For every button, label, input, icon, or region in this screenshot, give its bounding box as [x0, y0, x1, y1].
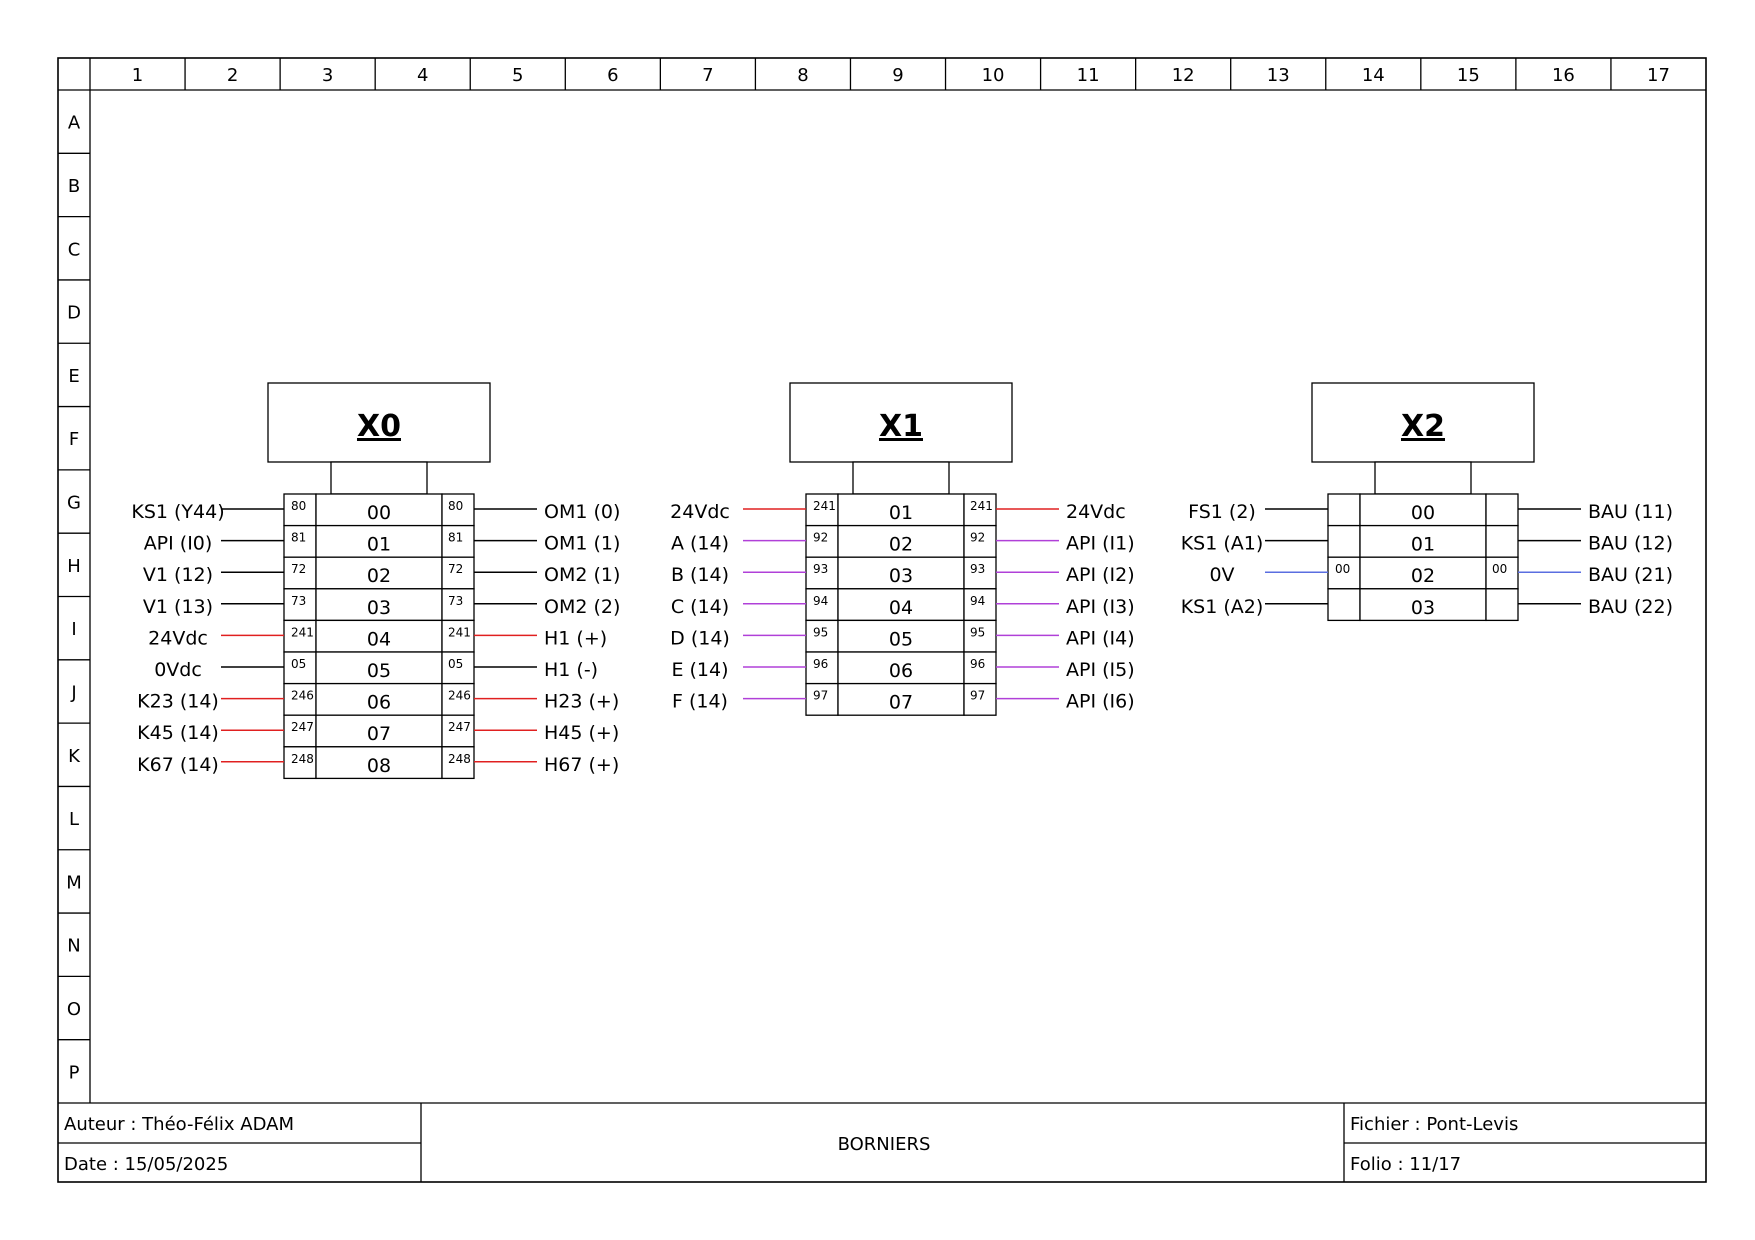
strip-connector-box: [331, 462, 427, 494]
column-label: 16: [1551, 65, 1575, 86]
right-wire-number-cell: [1486, 494, 1518, 526]
left-wire-number-cell: [1328, 526, 1360, 558]
right-wire-number: 247: [448, 720, 471, 735]
column-label: 1: [131, 65, 144, 86]
terminal-number: 07: [888, 691, 914, 714]
left-connection-label: V1 (13): [142, 595, 214, 618]
left-connection-label: API (I0): [143, 532, 213, 555]
right-connection-label: BAU (11): [1588, 501, 1673, 523]
right-wire-number: 241: [970, 499, 993, 513]
row-label: G: [67, 492, 81, 514]
right-connection-label: H45 (+): [544, 722, 620, 745]
row-label: N: [67, 935, 81, 957]
terminal-row: [671, 652, 1134, 684]
right-connection-label: BAU (21): [1588, 564, 1673, 587]
terminal-strip-x1: [670, 383, 1134, 715]
right-wire-number: 97: [970, 688, 986, 703]
column-label: 17: [1647, 65, 1670, 86]
right-connection-label: OM2 (1): [544, 564, 621, 587]
right-wire-number: 241: [448, 625, 471, 640]
row-label: F: [68, 429, 80, 451]
terminal-row: [143, 589, 620, 621]
left-connection-label: E (14): [671, 659, 729, 681]
terminal-number: 00: [366, 502, 392, 524]
right-wire-number: 96: [970, 657, 986, 671]
row-label: D: [67, 302, 81, 324]
right-connection-label: OM2 (2): [544, 595, 621, 618]
left-wire-number: 97: [813, 688, 829, 703]
left-wire-number-cell: [1328, 494, 1360, 526]
terminal-strip-x2: [1181, 383, 1673, 620]
terminal-row: [672, 684, 1135, 716]
drawing-title: BORNIERS: [837, 1134, 931, 1155]
right-connection-label: BAU (12): [1588, 532, 1673, 555]
title-block: [58, 1103, 1706, 1182]
left-wire-number: 248: [291, 751, 314, 766]
terminal-number: 05: [366, 660, 392, 682]
column-label: 11: [1076, 65, 1100, 86]
terminal-number: 04: [366, 628, 392, 651]
left-wire-number: 00: [1335, 562, 1351, 577]
column-label: 5: [512, 65, 524, 86]
file-text: Fichier : Pont-Levis: [1350, 1114, 1519, 1135]
column-label: 7: [702, 65, 714, 86]
row-label: K: [68, 745, 80, 767]
strip-title: X1: [878, 409, 924, 444]
row-label: E: [68, 365, 80, 387]
left-connection-label: K67 (14): [137, 753, 219, 776]
terminal-number: 01: [888, 502, 914, 524]
left-connection-label: 24Vdc: [148, 627, 208, 650]
left-connection-label: 24Vdc: [670, 501, 730, 523]
right-connection-label: API (I3): [1066, 595, 1135, 618]
date-text: Date : 15/05/2025: [64, 1154, 229, 1175]
left-wire-number: 241: [813, 499, 836, 513]
left-connection-label: FS1 (2): [1188, 501, 1256, 523]
terminal-row: [131, 494, 620, 526]
terminal-row: [671, 526, 1135, 558]
terminal-number: 08: [366, 754, 392, 777]
terminal-row: [671, 589, 1135, 621]
right-connection-label: H1 (+): [544, 627, 608, 650]
terminal-row: [1181, 589, 1673, 621]
left-wire-number: 81: [291, 530, 307, 545]
right-wire-number: 72: [448, 562, 464, 577]
left-wire-number: 247: [291, 720, 314, 735]
column-label: 6: [607, 65, 619, 86]
terminal-number: 04: [888, 596, 914, 619]
column-label: 3: [321, 65, 334, 86]
terminal-number: 02: [366, 565, 392, 588]
terminal-number: 00: [1410, 502, 1436, 524]
terminal-number: 03: [366, 596, 392, 619]
row-label: B: [67, 175, 81, 197]
terminal-row: [137, 715, 619, 747]
right-connection-label: 24Vdc: [1066, 501, 1126, 523]
column-label: 12: [1171, 65, 1195, 86]
left-wire-number: 72: [291, 562, 307, 577]
left-wire-number: 241: [291, 625, 314, 640]
column-label: 10: [981, 65, 1005, 86]
column-label: 14: [1361, 65, 1385, 86]
row-label: L: [68, 809, 80, 831]
left-wire-number-cell: [1328, 589, 1360, 621]
column-label: 4: [416, 65, 429, 86]
terminal-row: [154, 652, 598, 684]
right-wire-number: 94: [970, 593, 986, 608]
right-wire-number: 92: [970, 530, 986, 545]
strip-connector-box: [853, 462, 949, 494]
right-connection-label: H23 (+): [544, 690, 620, 713]
left-connection-label: KS1 (A1): [1180, 532, 1264, 555]
left-connection-label: V1 (12): [142, 564, 214, 587]
terminal-row: [137, 684, 619, 716]
terminal-strip-x0: [131, 383, 620, 778]
left-connection-label: B (14): [670, 564, 730, 587]
right-wire-number: 73: [448, 593, 464, 608]
column-ruler: [132, 58, 1670, 90]
terminal-number: 02: [1410, 565, 1436, 588]
right-connection-label: API (I6): [1066, 690, 1135, 713]
column-label: 15: [1456, 65, 1480, 86]
row-ruler: [58, 113, 90, 1084]
column-label: 9: [892, 65, 904, 86]
row-label: M: [66, 872, 82, 894]
left-connection-label: K23 (14): [137, 690, 219, 713]
strip-connector-box: [1375, 462, 1471, 494]
left-wire-number: 93: [813, 562, 829, 577]
right-connection-label: API (I4): [1066, 627, 1135, 650]
terminal-row: [1188, 494, 1673, 526]
right-wire-number: 05: [448, 657, 464, 671]
left-connection-label: K45 (14): [137, 722, 219, 745]
terminal-row: [137, 747, 619, 779]
right-wire-number-cell: [1486, 589, 1518, 621]
right-wire-number: 00: [1492, 562, 1508, 577]
left-wire-number: 95: [813, 625, 829, 640]
right-connection-label: API (I5): [1066, 659, 1135, 681]
left-connection-label: KS1 (A2): [1180, 595, 1264, 618]
right-connection-label: H67 (+): [544, 753, 620, 776]
left-wire-number: 92: [813, 530, 829, 545]
strip-title: X0: [356, 409, 402, 444]
left-connection-label: 0Vdc: [154, 659, 202, 681]
strip-title: X2: [1400, 409, 1446, 444]
right-connection-label: OM1 (1): [544, 532, 621, 555]
left-wire-number: 94: [813, 593, 829, 608]
terminal-row: [671, 557, 1135, 589]
terminal-row: [670, 620, 1134, 652]
right-wire-number: 95: [970, 625, 986, 640]
left-connection-label: C (14): [670, 595, 730, 618]
terminal-row: [670, 494, 1126, 526]
row-label: H: [67, 555, 81, 577]
terminal-number: 03: [1410, 596, 1436, 619]
row-label: A: [67, 112, 81, 134]
column-label: 2: [226, 65, 239, 86]
terminal-row: [144, 526, 621, 558]
right-wire-number: 248: [448, 751, 471, 766]
row-label: P: [68, 1062, 80, 1084]
terminal-number: 06: [366, 691, 392, 714]
left-connection-label: A (14): [670, 532, 730, 555]
right-connection-label: OM1 (0): [544, 501, 621, 523]
right-wire-number-cell: [1486, 526, 1518, 558]
terminal-row: [143, 557, 620, 589]
right-wire-number: 93: [970, 562, 986, 577]
terminal-number: 03: [888, 565, 914, 588]
right-wire-number: 81: [448, 530, 464, 545]
terminal-number: 05: [888, 628, 914, 651]
left-wire-number: 246: [291, 688, 314, 703]
terminal-row: [1181, 526, 1673, 558]
right-connection-label: API (I1): [1066, 532, 1135, 555]
right-connection-label: H1 (-): [544, 659, 599, 681]
terminal-number: 02: [888, 533, 914, 556]
left-connection-label: D (14): [670, 627, 730, 650]
row-label: J: [71, 682, 77, 704]
left-wire-number: 80: [291, 499, 307, 513]
terminal-row: [148, 620, 607, 652]
column-label: 13: [1266, 65, 1290, 86]
row-label: I: [71, 619, 77, 641]
column-label: 8: [797, 65, 809, 86]
terminal-number: 07: [366, 723, 392, 746]
author-text: Auteur : Théo-Félix ADAM: [64, 1114, 295, 1135]
left-connection-label: F (14): [672, 690, 728, 713]
left-wire-number: 73: [291, 593, 307, 608]
right-wire-number: 80: [448, 499, 464, 513]
terminal-number: 06: [888, 660, 914, 682]
folio-text: Folio : 11/17: [1350, 1154, 1462, 1175]
terminal-number: 01: [1410, 533, 1436, 556]
row-label: C: [67, 239, 81, 261]
terminal-number: 01: [366, 533, 392, 556]
left-wire-number: 96: [813, 657, 829, 671]
right-wire-number: 246: [448, 688, 471, 703]
terminal-row: [1209, 557, 1673, 589]
right-connection-label: BAU (22): [1588, 595, 1673, 618]
row-label: O: [66, 999, 82, 1021]
left-wire-number: 05: [291, 657, 307, 671]
terminal-strips: [131, 383, 1673, 778]
right-connection-label: API (I2): [1066, 564, 1135, 587]
left-connection-label: 0V: [1209, 564, 1235, 587]
left-connection-label: KS1 (Y44): [131, 501, 225, 523]
